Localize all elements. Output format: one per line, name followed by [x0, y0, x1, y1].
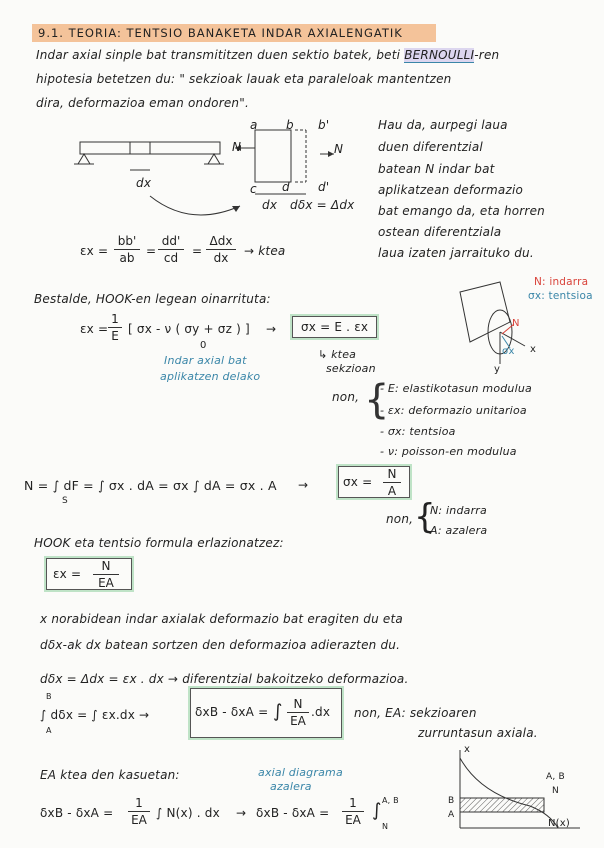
- final-frac-2-num: 1: [349, 796, 357, 810]
- diff-non-2: zurruntasun axiala.: [418, 726, 538, 740]
- combined-frac: [93, 559, 119, 590]
- integral-boxed-frac: [383, 467, 401, 498]
- hook-zero: 0: [200, 340, 207, 351]
- where1-item-sx: - σx: tentsioa: [380, 425, 456, 438]
- diff-boxed-tail: .dx: [311, 705, 331, 719]
- eq-sign-2: =: [192, 244, 203, 258]
- strain-frac-3-num: Δdx: [209, 234, 233, 248]
- final-axial-note-2: azalera: [270, 780, 312, 793]
- strain-frac-2: [158, 234, 184, 265]
- cyl-n: N: [512, 318, 520, 329]
- where1-non: non,: [332, 390, 360, 404]
- label-delta: dδx = Δdx: [290, 198, 355, 212]
- where1-item-ex: - εx: deformazio unitarioa: [380, 404, 527, 417]
- side-text-1: Hau da, aurpegi laua: [378, 118, 508, 132]
- strain-frac-2-den: cd: [163, 251, 179, 265]
- side-text-7: laua izaten jarraituko du.: [378, 246, 534, 260]
- label-bp: b': [318, 118, 330, 132]
- intro-line-1: [36, 48, 499, 62]
- bernoulli-suffix: -ren: [474, 48, 500, 62]
- final-frac-num: 1: [135, 796, 143, 810]
- side-text-3: batean N indar bat: [378, 162, 495, 176]
- diff-boxed-lhs: δxB - δxA =: [195, 705, 269, 719]
- diff-lim-bot: A: [46, 726, 52, 735]
- strain-frac-1: [114, 234, 140, 265]
- graph-ab: A, B: [546, 772, 565, 782]
- para2-line-1: x norabidean indar axialak deformazio bat eragiten du eta: [40, 612, 403, 626]
- final-int-1: ∫ N(x) . dx: [156, 806, 220, 820]
- strain-frac-1-den: ab: [119, 251, 135, 265]
- hook-arrow: →: [266, 322, 277, 336]
- combined-lhs: εx =: [53, 567, 82, 581]
- label-c: c: [250, 182, 257, 196]
- eq-sign: =: [146, 244, 157, 258]
- legend-sigma: σx: tentsioa: [528, 290, 593, 302]
- final-frac-2-den: EA: [345, 813, 361, 827]
- hook-boxed-result: σx = E . εx: [292, 316, 377, 338]
- hook-frac-den: E: [111, 329, 119, 343]
- label-n-left: N: [232, 140, 242, 154]
- cyl-sigma: σx: [502, 346, 515, 357]
- bernoulli-highlight: BERNOULLI: [404, 48, 475, 62]
- combine-line: HOOK eta tentsio formula erlazionatzez:: [34, 536, 284, 550]
- diff-integral: ∫ dδx = ∫ εx.dx →: [40, 708, 150, 722]
- final-int-2-sub: N: [382, 822, 389, 831]
- page-title: 9.1. TEORIA: TENTSIO BANAKETA INDAR AXIALENGATIK: [32, 24, 436, 42]
- diff-lim-top: B: [46, 692, 52, 701]
- graph-b: B: [448, 796, 455, 806]
- intro-text: Indar axial sinple bat transmititzen duen sektio batek, beti: [36, 48, 401, 62]
- final-axial-note-1: axial diagrama: [258, 766, 343, 779]
- label-a: a: [250, 118, 258, 132]
- hook-ktea-2: sekzioan: [326, 362, 376, 375]
- where1-brace: {: [364, 377, 390, 423]
- hook-note-2: aplikatzen delako: [160, 370, 261, 383]
- graph-x: x: [464, 744, 471, 755]
- intro-line-3: dira, deformazioa eman ondoren".: [36, 96, 249, 110]
- final-arrow: →: [236, 806, 247, 820]
- diff-non: non, EA: sekzioaren: [354, 706, 477, 720]
- where1-item-nu: - ν: poisson-en modulua: [380, 445, 517, 458]
- final-frac: [128, 796, 150, 827]
- final-int-2: ∫: [372, 800, 382, 821]
- label-d: d: [282, 180, 290, 194]
- combined-num: N: [101, 559, 111, 573]
- strain-frac-3-den: dx: [213, 251, 229, 265]
- integral-boxed-den: A: [387, 484, 397, 498]
- where1-item-e: - E: elastikotasun modulua: [380, 382, 532, 395]
- hook-ktea-1: ↳ ktea: [318, 348, 357, 361]
- final-eq-lhs: δxB - δxA =: [40, 806, 114, 820]
- hook-line: Bestalde, HOOK-en legean oinarrituta:: [34, 292, 271, 306]
- side-text-5: bat emango da, eta horren: [378, 204, 545, 218]
- intro-line-2: hipotesia betetzen du: " sekzioak lauak eta paraleloak mantentzen: [36, 72, 452, 86]
- cyl-axis-y: y: [494, 364, 501, 375]
- combined-den: EA: [98, 576, 114, 590]
- side-text-2: duen diferentzial: [378, 140, 483, 154]
- integral-boxed: [338, 466, 410, 498]
- hook-bracket: [ σx - ν ( σy + σz ) ]: [128, 322, 250, 336]
- diff-boxed-den: EA: [290, 714, 306, 728]
- graph-a: A: [448, 810, 455, 820]
- integral-arrow: →: [298, 478, 309, 492]
- final-ktea-line: EA ktea den kasuetan:: [40, 768, 180, 782]
- where2-non: non,: [386, 512, 414, 526]
- integral-sub: S: [62, 496, 68, 506]
- cyl-axis-x: x: [530, 344, 537, 355]
- label-dx: dx: [262, 198, 278, 212]
- diff-eq-line: dδx = Δdx = εx . dx → diferentzial bakoitzeko deformazioa.: [40, 672, 409, 686]
- where2-item-n: N: indarra: [430, 504, 487, 517]
- final-frac-2: [342, 796, 364, 827]
- integral-eq: N = ∫ dF = ∫ σx . dA = σx ∫ dA = σx . A: [24, 478, 277, 493]
- diff-boxed-frac: [287, 697, 309, 728]
- strain-tail: → ktea: [244, 244, 286, 258]
- label-dp: d': [318, 180, 330, 194]
- strain-lhs: εx =: [80, 244, 109, 258]
- label-b: b: [286, 118, 294, 132]
- diff-boxed: [190, 688, 342, 738]
- where2-brace: {: [414, 497, 436, 537]
- hook-frac-num: 1: [111, 312, 119, 326]
- integral-boxed-lhs: σx =: [343, 475, 373, 489]
- combined-boxed: [46, 558, 132, 590]
- hook-lhs: εx =: [80, 322, 109, 336]
- hook-note-1: Indar axial bat: [164, 354, 247, 367]
- final-int-2-sup: A, B: [382, 796, 399, 805]
- where2-item-a: A: azalera: [430, 524, 488, 537]
- graph-nx: N(x): [548, 818, 571, 829]
- legend-n: N: indarra: [534, 276, 589, 288]
- strain-frac-2-num: dd': [161, 234, 181, 248]
- diff-boxed-int: ∫: [273, 701, 283, 722]
- integral-boxed-num: N: [387, 467, 397, 481]
- label-n-right: N: [334, 142, 344, 156]
- diff-boxed-num: N: [293, 697, 303, 711]
- strain-frac-3: [206, 234, 236, 265]
- strain-frac-1-num: bb': [117, 234, 137, 248]
- final-frac-den: EA: [131, 813, 147, 827]
- final-eq2-lhs: δxB - δxA =: [256, 806, 330, 820]
- hook-frac: [108, 312, 122, 343]
- side-text-6: ostean diferentziala: [378, 225, 502, 239]
- side-text-4: aplikatzean deformazio: [378, 183, 524, 197]
- graph-n: N: [552, 786, 559, 796]
- label-dx-beam: dx: [136, 176, 152, 190]
- para2-line-2: dδx-ak dx batean sortzen den deformazioa adierazten du.: [40, 638, 401, 652]
